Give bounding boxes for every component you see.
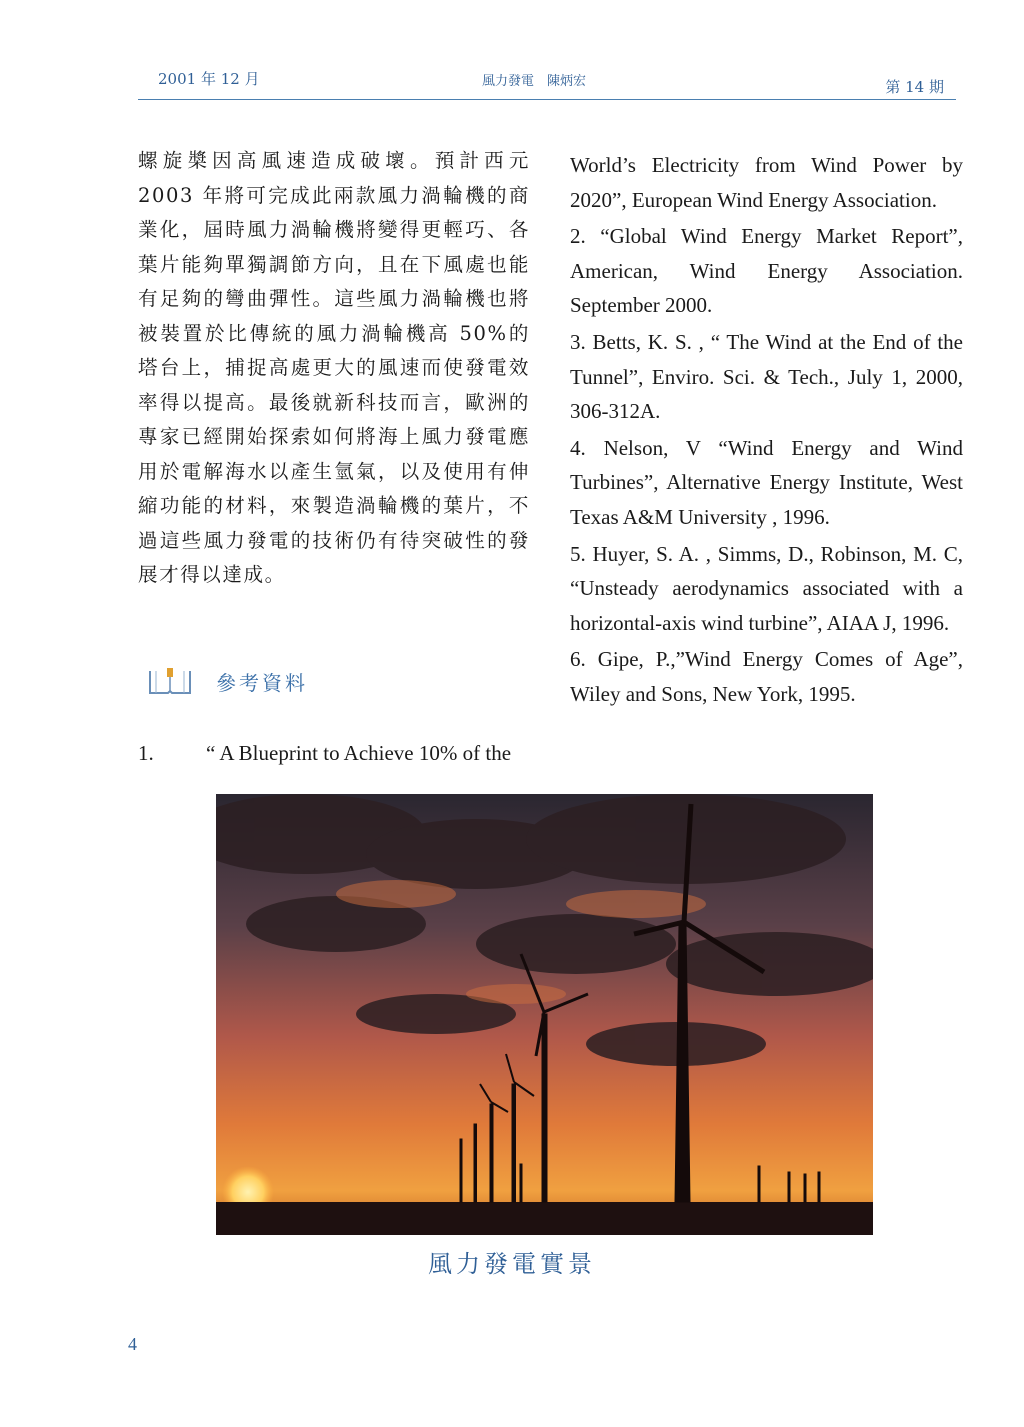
left-column: [138, 144, 530, 593]
header-date: 2001 年 12 月: [158, 70, 260, 88]
right-column: [570, 148, 963, 712]
reference-1-text: “ A Blueprint to Achieve 10% of the: [206, 741, 512, 765]
reference-item: 4. Nelson, V “Wind Energy and Wind Turbines”, Alternative Energy Institute, West Texas A&M University , 1996.: [570, 435, 963, 529]
reference-item: 6. Gipe, P.,”Wind Energy Comes of Age”, Wiley and Sons, New York, 1995.: [570, 647, 963, 706]
wind-farm-photo: [216, 794, 873, 1235]
page-header: [138, 66, 956, 100]
references-title: 參考資料: [216, 671, 308, 695]
page-number: 4: [128, 1334, 137, 1354]
header-title: 風力發電 陳炳宏: [482, 74, 587, 89]
reference-1-start: [138, 736, 530, 770]
figure-caption: 風力發電實景: [428, 1250, 596, 1278]
reference-item: 3. Betts, K. S. , “ The Wind at the End of the Tunnel”, Enviro. Sci. & Tech., July 1, 2000, 306-312A.: [570, 329, 963, 424]
reference-item: 2. “Global Wind Energy Market Report”, American, Wind Energy Association. September 2000.: [570, 224, 963, 318]
reference-item: 5. Huyer, S. A. , Simms, D., Robinson, M. C, “Unsteady aerodynamics associated with a horizontal-axis wind turbine”, AIAA J, 1996.: [570, 541, 963, 635]
header-issue: 第 14 期: [885, 78, 944, 96]
reference-1-number: 1.: [138, 741, 154, 765]
references-heading: [148, 664, 408, 700]
book-icon: [148, 667, 192, 695]
reference-1-continued: World’s Electricity from Wind Power by 2020”, European Wind Energy Association.: [570, 153, 963, 212]
body-paragraph: 螺旋槳因高風速造成破壞。預計西元 2003 年將可完成此兩款風力渦輪機的商業化，屆時風力渦輪機將變得更輕巧、各葉片能夠單獨調節方向，且在下風處也能有足夠的彎曲彈性。這些風力渦輪機也將被裝置於比傳統的風力渦輪機高 50%的塔台上，捕捉高處更大的風速而使發電效率得以提高。最後就新科技而言，歐洲的專家已經開始探索如何將海上風力發電應用於電解海水以產生氫氣，以及使用有伸縮功能的材料，來製造渦輪機的葉片，不過這些風力發電的技術仍有待突破性的發展才得以達成。: [138, 149, 530, 586]
header-rule: [138, 99, 956, 101]
